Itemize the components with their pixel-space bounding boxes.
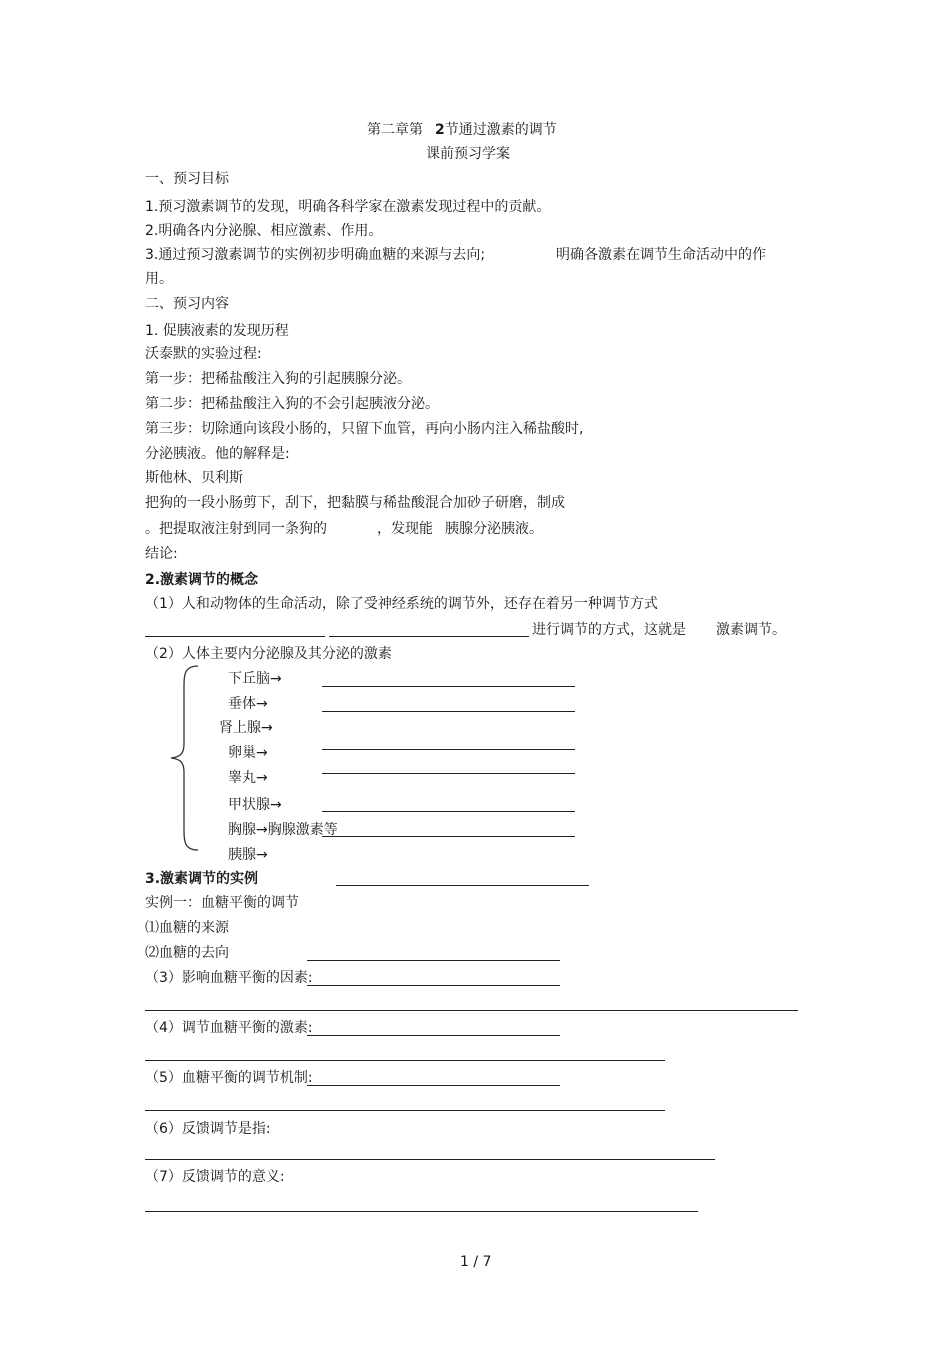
concept-item-1-end: 激素调节。	[716, 622, 786, 638]
blank-line	[145, 1159, 715, 1160]
step-3: 第三步：切除通向该段小肠的，只留下血管，再向小肠内注入稀盐酸时,	[145, 421, 584, 437]
sb-line-2b: ，发现能	[377, 521, 433, 537]
concept-item-1-cont: 进行调节的方式，这就是	[532, 622, 686, 638]
blank-line	[307, 1085, 560, 1086]
blank-line	[322, 836, 575, 837]
goal-3-cont: 明确各激素在调节生命活动中的作	[556, 247, 766, 263]
blank-line	[329, 636, 529, 637]
step-1: 第一步：把稀盐酸注入狗的引起胰腺分泌。	[145, 371, 411, 387]
gland-hypothalamus: 下丘脑→	[228, 671, 282, 687]
question-7: （7）反馈调节的意义:	[145, 1169, 285, 1185]
blank-line	[322, 686, 575, 687]
part3-title: 3.激素调节的实例	[145, 871, 259, 887]
gland-thyroid: 甲状腺→	[228, 797, 282, 813]
blank-line	[307, 1035, 560, 1036]
conclusion: 结论:	[145, 546, 178, 562]
blank-line	[145, 1010, 798, 1011]
starling-bayliss: 斯他林、贝利斯	[145, 470, 243, 486]
blank-line	[145, 1060, 665, 1061]
section-heading-goals: 一、预习目标	[145, 171, 229, 187]
blank-line	[145, 1110, 665, 1111]
wertheimer-heading: 沃泰默的实验过程:	[145, 346, 262, 362]
section-heading-content: 二、预习内容	[145, 296, 229, 312]
goal-1: 1.预习激素调节的发现，明确各科学家在激素发现过程中的贡献。	[145, 199, 551, 215]
sb-line-2c: 胰腺分泌胰液。	[445, 521, 543, 537]
gland-adrenal: 肾上腺→	[219, 720, 273, 736]
brace-icon	[168, 664, 204, 852]
doc-subtitle: 课前预习学案	[426, 146, 510, 162]
gland-pancreas: 胰腺→	[228, 847, 268, 863]
step-2: 第二步：把稀盐酸注入狗的不会引起胰液分泌。	[145, 396, 439, 412]
concept-item-2: （2）人体主要内分泌腺及其分泌的激素	[145, 646, 392, 662]
goal-2: 2.明确各内分泌腺、相应激素、作用。	[145, 223, 383, 239]
sb-line-1: 把狗的一段小肠剪下，刮下，把黏膜与稀盐酸混合加砂子研磨，制成	[145, 495, 565, 511]
blank-line	[336, 885, 589, 886]
blank-line	[322, 811, 575, 812]
question-4: （4）调节血糖平衡的激素:	[145, 1020, 313, 1036]
page-number: 1 / 7	[460, 1254, 492, 1270]
doc-title: 第二章第 2节通过激素的调节	[367, 122, 557, 138]
question-5: （5）血糖平衡的调节机制:	[145, 1070, 313, 1086]
goal-3-end: 用。	[145, 271, 173, 287]
blank-line	[322, 711, 575, 712]
concept-item-1: （1）人和动物体的生命活动，除了受神经系统的调节外，还存在着另一种调节方式	[145, 596, 658, 612]
step-3-cont: 分泌胰液。他的解释是:	[145, 446, 290, 462]
blank-line	[322, 773, 575, 774]
gland-testis: 睾丸→	[228, 770, 268, 786]
sb-line-2a: 。把提取液注射到同一条狗的	[145, 521, 327, 537]
blank-line	[307, 985, 560, 986]
question-1: ⑴血糖的来源	[145, 920, 229, 936]
example-1: 实例一：血糖平衡的调节	[145, 895, 299, 911]
part2-title: 2.激素调节的概念	[145, 572, 259, 588]
blank-line	[307, 960, 560, 961]
gland-pituitary: 垂体→	[228, 696, 268, 712]
question-2: ⑵血糖的去向	[145, 945, 229, 961]
goal-3: 3.通过预习激素调节的实例初步明确血糖的来源与去向;	[145, 247, 486, 263]
question-3: （3）影响血糖平衡的因素:	[145, 970, 313, 986]
gland-ovary: 卵巢→	[228, 745, 268, 761]
blank-line	[145, 636, 325, 637]
gland-thymus: 胸腺→胸腺激素等	[228, 822, 338, 838]
part1-title: 1. 促胰液素的发现历程	[145, 323, 289, 339]
question-6: （6）反馈调节是指:	[145, 1121, 271, 1137]
blank-line	[145, 1211, 698, 1212]
blank-line	[322, 749, 575, 750]
